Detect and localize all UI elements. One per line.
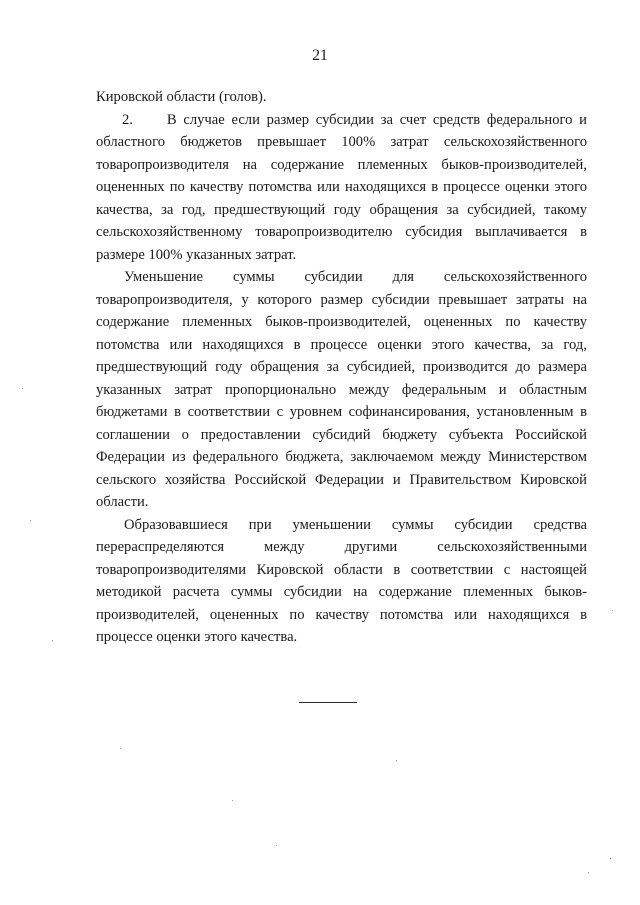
- paragraph-continuation: Кировской области (голов).: [96, 89, 267, 105]
- end-separator-line: [299, 702, 357, 703]
- scan-speck: [588, 872, 589, 873]
- paragraph-subsidy-reduction: Уменьшение суммы субсидии для сельскохозяйственного товаропроизводителя, у которого размер субсидии превышает затраты на содержание племенных быков-производителей, оцененных по качеству потомства или находящихся в процессе оценки этого качества, за год, предшествующий году обращения за субсидией, производится до размера указанных затрат пропорционально между федеральным и областным бюджетами в соответствии с уровнем софинансирования, установленным в соглашении о предоставлении субсидий бюджету субъекта Российской Федерации из федерального бюджета, заключаемом между Министерством сельского хозяйства Российской Федерации и Правительством Кировской области.: [96, 269, 587, 510]
- scan-speck: [276, 845, 277, 846]
- paragraph-redistribution: Образовавшиеся при уменьшении суммы субсидии средства перераспределяются между другими сельскохозяйственными товаропроизводителями Кировской области в соответствии с настоящей методикой расчета суммы субсидии на содержание племенных быков-производителей, оцененных по качеству потомства или находящихся в процессе оценки этого качества.: [96, 516, 587, 645]
- scan-speck: [612, 610, 613, 611]
- scan-speck: [232, 800, 233, 801]
- scan-speck: [22, 388, 23, 389]
- scan-speck: [52, 640, 53, 641]
- scan-speck: [396, 760, 397, 761]
- paragraph-item-2: 2. В случае если размер субсидии за счет средств федерального и областного бюджетов превышает 100% затрат сельскохозяйственного товаропроизводителя на содержание племенных быков-производителей, оцененных по качеству потомства или находящихся в процессе оценки этого качества, за год, предшествующий году обращения за субсидией, такому сельскохозяйственному товаропроизводителю субсидия выплачивается в размере 100% указанных затрат.: [96, 111, 587, 263]
- document-body: [96, 86, 587, 649]
- scan-speck: [30, 520, 31, 521]
- scan-speck: [120, 748, 121, 749]
- page-number: 21: [312, 47, 328, 64]
- scan-speck: [610, 858, 611, 859]
